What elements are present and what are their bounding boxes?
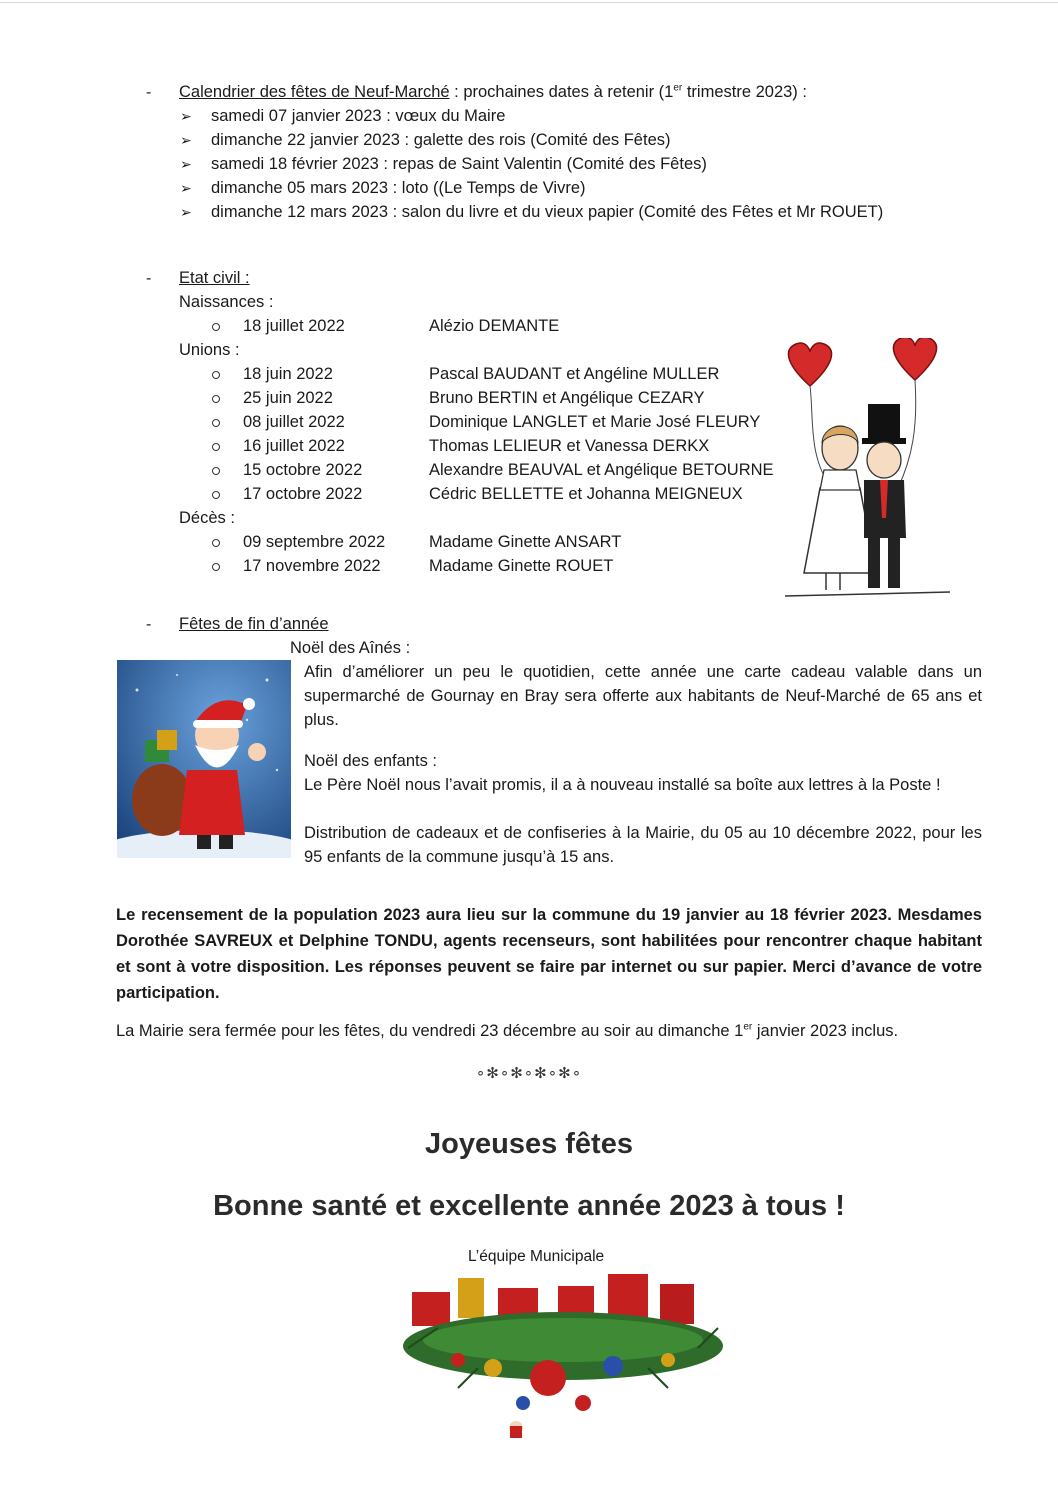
record-name: Alexandre BEAUVAL et Angélique BETOURNE — [429, 461, 774, 479]
circle-bullet-icon — [212, 419, 220, 427]
record-date: 15 octobre 2022 — [243, 461, 363, 479]
record-date: 17 octobre 2022 — [243, 485, 363, 503]
deces-label: Décès : — [179, 509, 235, 527]
circle-bullet-icon — [212, 491, 220, 499]
greeting-subtitle: Bonne santé et excellente année 2023 à tous ! — [213, 1190, 845, 1222]
santa-claus-icon — [117, 660, 291, 858]
etat-civil-title: Etat civil : — [179, 269, 250, 287]
circle-bullet-icon — [212, 395, 220, 403]
calendar-item: dimanche 22 janvier 2023 : galette des rois (Comité des Fêtes) — [211, 131, 671, 149]
record-date: 17 novembre 2022 — [243, 557, 381, 575]
record-name: Thomas LELIEUR et Vanessa DERKX — [429, 437, 710, 455]
bullet-dash: - — [146, 270, 152, 287]
circle-bullet-icon — [212, 467, 220, 475]
calendar-heading: Calendrier des fêtes de Neuf-Marché : prochaines dates à retenir (1er trimestre 2023) : — [179, 82, 807, 101]
record-name: Pascal BAUDANT et Angéline MULLER — [429, 365, 720, 383]
record-name: Bruno BERTIN et Angélique CEZARY — [429, 389, 705, 407]
scan-top-line — [0, 2, 1058, 3]
record-name: Madame Ginette ROUET — [429, 557, 614, 575]
calendar-item: dimanche 05 mars 2023 : loto ((Le Temps de Vivre) — [211, 179, 586, 197]
aines-title: Noël des Aînés : — [290, 639, 411, 657]
enfants-text-2: Distribution de cadeaux et de confiseries à la Mairie, du 05 au 10 décembre 2022, pour les 95 enfants de la commune jusqu’à 15 ans. — [304, 824, 982, 866]
record-name: Cédric BELLETTE et Johanna MEIGNEUX — [429, 485, 743, 503]
arrow-bullet-icon: ➢ — [180, 132, 192, 148]
wedding-couple-icon — [780, 338, 955, 603]
calendar-item: samedi 18 février 2023 : repas de Saint Valentin (Comité des Fêtes) — [211, 155, 707, 173]
arrow-bullet-icon: ➢ — [180, 204, 192, 220]
signature: L’équipe Municipale — [468, 1248, 605, 1265]
recensement-notice: Le recensement de la population 2023 aura lieu sur la commune du 19 janvier au 18 février 2023. Mesdames Dorothée SAVREUX et Delphine TONDU, agents recenseurs, sont habilitées pour rencontrer chaque habitant et sont à votre disposition. Les réponses peuvent se faire par internet ou sur papier. Merci d’avance de votre participation. — [116, 906, 982, 1002]
circle-bullet-icon — [212, 443, 220, 451]
enfants-title: Noël des enfants : — [304, 752, 437, 770]
calendar-item: samedi 07 janvier 2023 : vœux du Maire — [211, 107, 506, 125]
greeting-title: Joyeuses fêtes — [425, 1128, 633, 1160]
circle-bullet-icon — [212, 371, 220, 379]
naissances-label: Naissances : — [179, 293, 274, 311]
record-date: 18 juillet 2022 — [243, 317, 345, 335]
record-date: 08 juillet 2022 — [243, 413, 345, 431]
enfants-text-1: Le Père Noël nous l’avait promis, il a à nouveau installé sa boîte aux lettres à la Poste ! — [304, 776, 941, 794]
calendar-item: dimanche 12 mars 2023 : salon du livre et du vieux papier (Comité des Fêtes et Mr ROUET) — [211, 203, 884, 221]
circle-bullet-icon — [212, 563, 220, 571]
record-name: Alézio DEMANTE — [429, 317, 560, 335]
fetes-title: Fêtes de fin d’année — [179, 615, 329, 633]
mairie-closure-notice: La Mairie sera fermée pour les fêtes, du vendredi 23 décembre au soir au dimanche 1er janvier 2023 inclus. — [116, 1021, 899, 1040]
aines-text: Afin d’améliorer un peu le quotidien, cette année une carte cadeau valable dans un supermarché de Gournay en Bray sera offerte aux habitants de Neuf-Marché de 65 ans et plus. — [304, 663, 982, 729]
circle-bullet-icon — [212, 539, 220, 547]
christmas-garland-icon — [398, 1268, 728, 1440]
record-date: 09 septembre 2022 — [243, 533, 386, 551]
record-date: 25 juin 2022 — [243, 389, 333, 407]
record-date: 16 juillet 2022 — [243, 437, 345, 455]
bullet-dash: - — [146, 616, 152, 633]
arrow-bullet-icon: ➢ — [180, 156, 192, 172]
separator-ornament: ∘✻∘✻∘✻∘✻∘ — [475, 1065, 583, 1082]
arrow-bullet-icon: ➢ — [180, 180, 192, 196]
record-name: Dominique LANGLET et Marie José FLEURY — [429, 413, 761, 431]
arrow-bullet-icon: ➢ — [180, 108, 192, 124]
unions-label: Unions : — [179, 341, 240, 359]
circle-bullet-icon — [212, 323, 220, 331]
record-date: 18 juin 2022 — [243, 365, 333, 383]
calendar-title: Calendrier des fêtes de Neuf-Marché — [179, 83, 450, 101]
bullet-dash: - — [146, 84, 152, 101]
record-name: Madame Ginette ANSART — [429, 533, 622, 551]
